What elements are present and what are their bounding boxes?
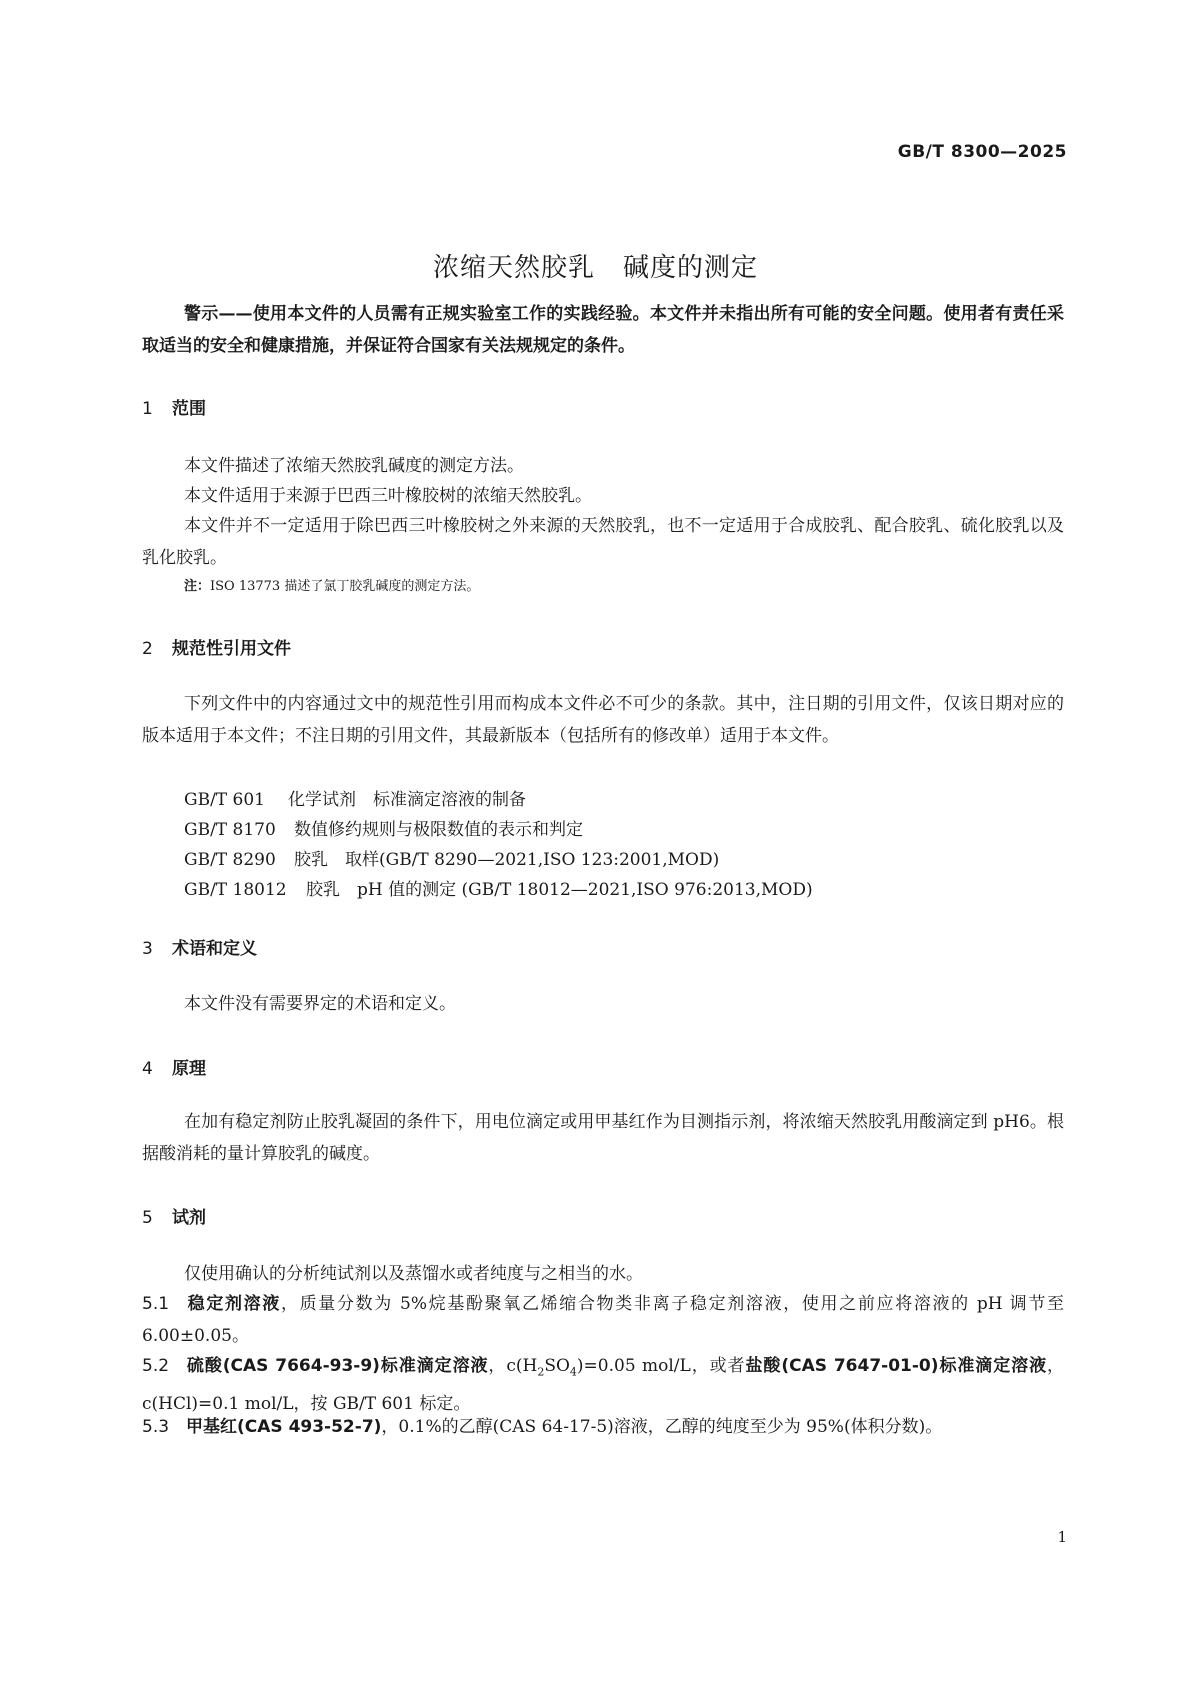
reagent-item-5-2	[142, 1350, 1064, 1420]
section-4-para-1: 在加有稳定剂防止胶乳凝固的条件下，用电位滴定或用甲基红作为目测指示剂，将浓缩天然胶乳用酸滴定到 pH6。根据酸消耗的量计算胶乳的碱度。	[142, 1112, 1064, 1164]
reference-title: 胶乳 取样(GB/T 8290—2021,ISO 123:2001,MOD)	[294, 850, 720, 870]
title-part-1: 浓缩天然胶乳	[432, 253, 595, 283]
reagent-name: 甲基红(CAS 493-52-7)	[186, 1417, 382, 1437]
reagent-number: 5.2	[142, 1356, 170, 1376]
reference-title: 化学试剂 标准滴定溶液的制备	[288, 790, 526, 810]
subscript: 4	[569, 1365, 577, 1379]
reagent-name: 硫酸(CAS 7664-93-9)标准滴定溶液	[186, 1356, 489, 1376]
section-1-para-2: 本文件适用于来源于巴西三叶橡胶树的浓缩天然胶乳。	[184, 486, 592, 506]
section-1-note	[184, 575, 479, 594]
reference-item	[184, 845, 719, 870]
title-part-2: 碱度的测定	[623, 253, 759, 283]
reagent-name: 稳定剂溶液	[186, 1294, 281, 1314]
reagent-text: ，0.1%的乙醇(CAS 64-17-5)溶液，乙醇的纯度至少为 95%(体积分数)。	[381, 1417, 943, 1437]
reagent-number: 5.3	[142, 1417, 170, 1437]
document-title	[0, 247, 1191, 284]
standard-number: GB/T 8300—2025	[897, 142, 1067, 162]
section-4-heading	[142, 1054, 206, 1079]
section-2-para-1: 下列文件中的内容通过文中的规范性引用而构成本文件必不可少的条款。其中，注日期的引用文件，仅该日期对应的版本适用于本文件；不注日期的引用文件，其最新版本（包括所有的修改单）适用于本文件。	[142, 694, 1064, 746]
reagent-text-c: )=0.05 mol/L，或者	[576, 1356, 746, 1376]
note-text: ISO 13773 描述了氯丁胶乳碱度的测定方法。	[210, 579, 480, 594]
reference-code: GB/T 18012	[184, 880, 287, 900]
reference-code: GB/T 8290	[184, 850, 276, 870]
section-2-number: 2	[142, 639, 153, 659]
section-3-number: 3	[142, 939, 153, 959]
subscript: 2	[537, 1365, 545, 1379]
section-1-para-3: 本文件并不一定适用于除巴西三叶橡胶树之外来源的天然胶乳，也不一定适用于合成胶乳、配合胶乳、硫化胶乳以及乳化胶乳。	[142, 516, 1064, 568]
reagent-text-a: ，c(H	[488, 1356, 538, 1376]
reference-item	[184, 875, 813, 900]
reference-code: GB/T 601	[184, 790, 265, 810]
reagent-text-b: SO	[544, 1356, 570, 1376]
reagent-name-2: 盐酸(CAS 7647-01-0)标准滴定溶液	[745, 1356, 1047, 1376]
section-1-title: 范围	[172, 399, 206, 419]
note-label: 注：	[184, 579, 211, 594]
section-3-title: 术语和定义	[172, 939, 257, 959]
reference-title: 数值修约规则与极限数值的表示和判定	[294, 820, 583, 840]
section-3-heading	[142, 934, 257, 959]
section-2-heading	[142, 634, 291, 659]
warning-paragraph: 警示——使用本文件的人员需有正规实验室工作的实践经验。本文件并未指出所有可能的安全问题。使用者有责任采取适当的安全和健康措施，并保证符合国家有关法规规定的条件。	[142, 304, 1064, 356]
reference-code: GB/T 8170	[184, 820, 276, 840]
section-1-para-1: 本文件描述了浓缩天然胶乳碱度的测定方法。	[184, 456, 524, 476]
reagent-number: 5.1	[142, 1294, 170, 1314]
section-2-title: 规范性引用文件	[172, 639, 291, 659]
section-5-title: 试剂	[172, 1208, 206, 1228]
section-3-para-1: 本文件没有需要界定的术语和定义。	[184, 994, 456, 1014]
section-4-number: 4	[142, 1059, 153, 1079]
section-5-number: 5	[142, 1208, 153, 1228]
section-5-para-1: 仅使用确认的分析纯试剂以及蒸馏水或者纯度与之相当的水。	[184, 1264, 643, 1284]
section-4-title: 原理	[172, 1059, 206, 1079]
page-number: 1	[1057, 1528, 1067, 1546]
reference-item	[184, 785, 526, 810]
reagent-text-d: ，c(HCl)=0.1 mol/L，按 GB/T 601 标定。	[142, 1356, 1064, 1415]
reference-item	[184, 815, 583, 840]
reagent-item-5-1	[142, 1288, 1064, 1352]
reagent-item-5-3	[142, 1411, 1064, 1443]
section-5-heading	[142, 1203, 206, 1228]
reagent-text: ，质量分数为 5%烷基酚聚氧乙烯缩合物类非离子稳定剂溶液，使用之前应将溶液的 pH 调节至 6.00±0.05。	[142, 1294, 1065, 1346]
section-1-heading	[142, 394, 206, 419]
section-1-number: 1	[142, 399, 153, 419]
reference-title: 胶乳 pH 值的测定 (GB/T 18012—2021,ISO 976:2013,MOD)	[306, 880, 813, 900]
